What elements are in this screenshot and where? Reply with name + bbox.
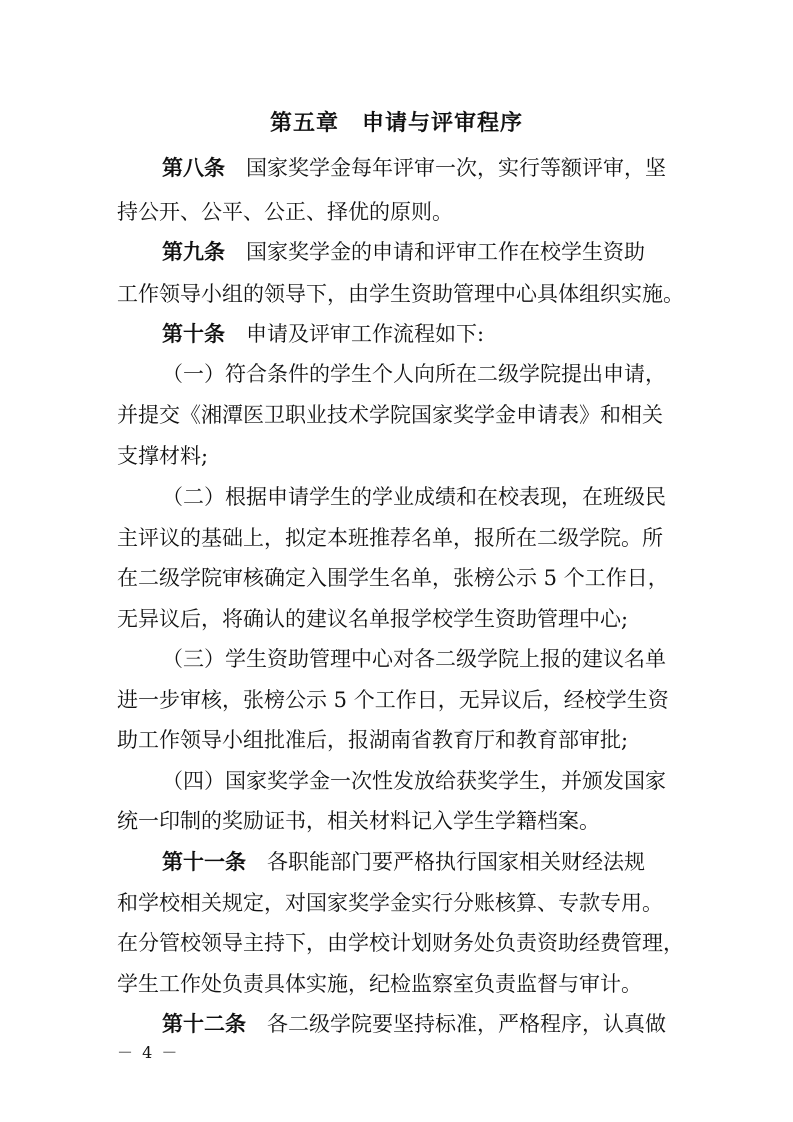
article-heading: 第八条 — [162, 156, 225, 180]
procedure-item-3-line-2: 进一步审核，张榜公示 5 个工作日，无异议后，经校学生资 — [117, 688, 669, 712]
article-text: 国家奖学金的申请和评审工作在校学生资助 — [225, 240, 645, 264]
article-11-line-4: 学生工作处负责具体实施，纪检监察室负责监督与审计。 — [117, 972, 642, 996]
article-text: 申请及评审工作流程如下: — [225, 322, 485, 346]
article-9-line-1 — [162, 237, 687, 267]
article-text: 各职能部门要严格执行国家相关财经法规 — [246, 850, 645, 874]
article-heading: 第十二条 — [162, 1012, 246, 1036]
procedure-item-4-line-2: 统一印制的奖励证书，相关材料记入学生学籍档案。 — [117, 809, 600, 833]
article-8-line-1 — [162, 153, 687, 183]
article-heading: 第十条 — [162, 322, 225, 346]
procedure-item-3-line-3: 助工作领导小组批准后，报湖南省教育厅和教育部审批; — [117, 728, 629, 752]
procedure-item-1-line-3: 支撑材料; — [117, 444, 209, 468]
procedure-item-3-line-1: （三）学生资助管理中心对各二级学院上报的建议名单 — [162, 647, 666, 671]
article-11-line-1 — [162, 847, 687, 877]
article-12-line-1 — [162, 1009, 687, 1039]
article-11-line-3: 在分管校领导主持下，由学校计划财务处负责资助经费管理， — [117, 931, 684, 955]
procedure-item-4-line-1: （四）国家奖学金一次性发放给获奖学生，并颁发国家 — [162, 769, 666, 793]
procedure-item-2-line-3: 在二级学院审核确定入围学生名单，张榜公示 5 个工作日， — [117, 566, 669, 590]
article-9-line-2: 工作领导小组的领导下，由学生资助管理中心具体组织实施。 — [117, 282, 684, 306]
article-heading: 第十一条 — [162, 850, 246, 874]
article-heading: 第九条 — [162, 240, 225, 264]
article-11-line-2: 和学校相关规定，对国家奖学金实行分账核算、专款专用。 — [117, 891, 663, 915]
article-10-line-1 — [162, 319, 687, 349]
page-number: － 4 － — [117, 1043, 180, 1062]
article-8-line-2: 持公开、公平、公正、择优的原则。 — [117, 200, 453, 224]
procedure-item-1-line-1: （一）符合条件的学生个人向所在二级学院提出申请， — [162, 362, 666, 386]
procedure-item-2-line-1: （二）根据申请学生的学业成绩和在校表现，在班级民 — [162, 485, 666, 509]
procedure-item-1-line-2: 并提交《湘潭医卫职业技术学院国家奖学金申请表》和相关 — [117, 403, 663, 427]
procedure-item-2-line-4: 无异议后，将确认的建议名单报学校学生资助管理中心; — [117, 607, 629, 631]
chapter-title: 第五章 申请与评审程序 — [269, 111, 523, 136]
procedure-item-2-line-2: 主评议的基础上，拟定本班推荐名单，报所在二级学院。所 — [117, 526, 663, 550]
article-text: 国家奖学金每年评审一次，实行等额评审，坚 — [225, 156, 666, 180]
article-text: 各二级学院要坚持标准，严格程序，认真做 — [246, 1012, 666, 1036]
